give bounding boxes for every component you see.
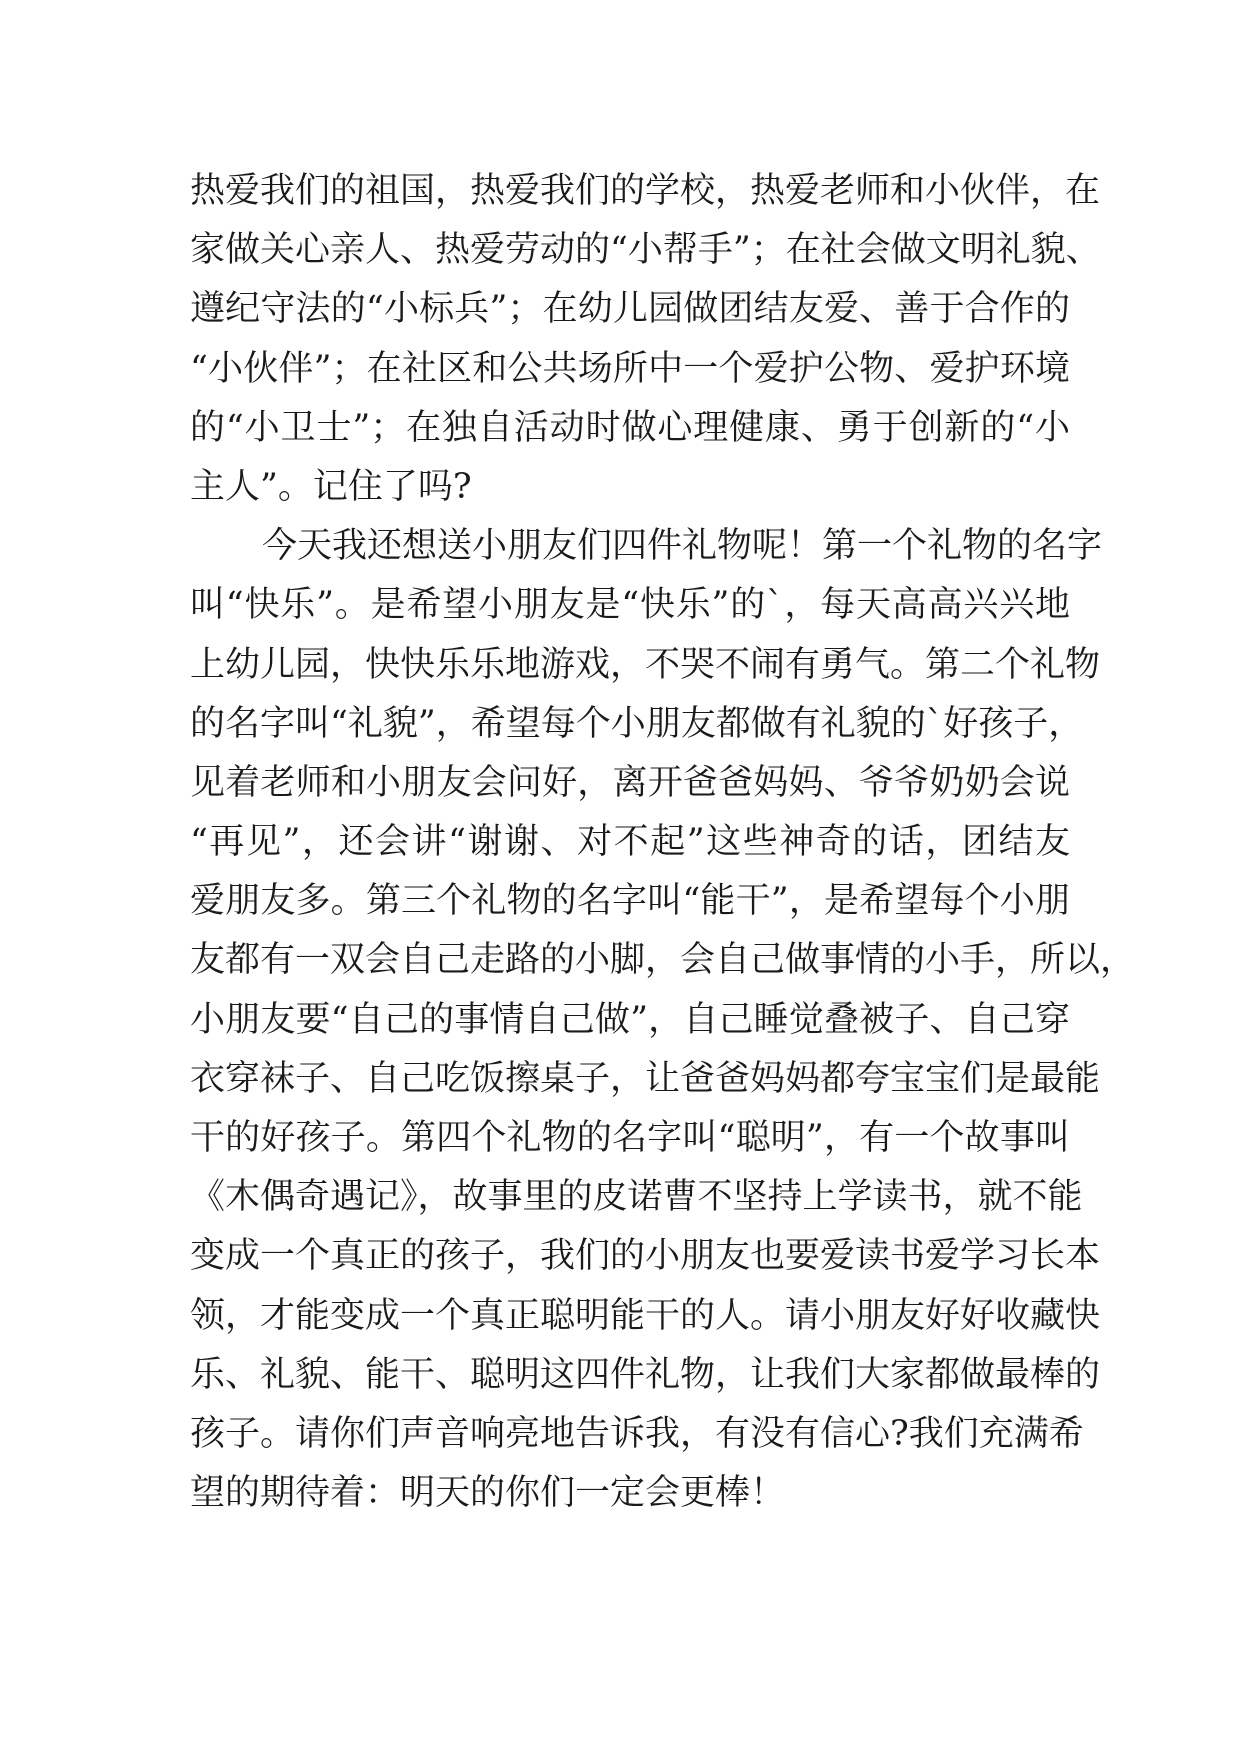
- text-line: 友都有一双会自己走路的小脚，会自己做事情的小手，所以，: [190, 940, 1136, 981]
- text-line: 望的期待着：明天的你们一定会更棒！: [190, 1473, 786, 1514]
- paragraph-2: [190, 517, 1136, 1523]
- text-line: 热爱我们的祖国，热爱我们的学校，热爱老师和小伙伴，在: [190, 171, 1101, 211]
- text-line: 见着老师和小朋友会问好，离开爸爸妈妈、爷爷奶奶会说: [190, 762, 1070, 803]
- text-line: 的“小卫士”；在独自活动时做心理健康、勇于创新的“小: [190, 407, 1070, 448]
- text-line: 家做关心亲人、热爱劳动的“小帮手”；在社会做文明礼貌、: [190, 230, 1101, 271]
- text-line: 今天我还想送小朋友们四件礼物呢！第一个礼物的名字: [262, 526, 1103, 567]
- text-line: 小朋友要“自己的事情自己做”，自己睡觉叠被子、自己穿: [190, 999, 1070, 1040]
- text-line: 孩子。请你们声音响亮地告诉我，有没有信心?我们充满希: [190, 1413, 1084, 1454]
- text-line: 《木偶奇遇记》，故事里的皮诺曹不坚持上学读书，就不能: [190, 1177, 1083, 1218]
- text-line: 爱朋友多。第三个礼物的名字叫“能干”，是希望每个小朋: [190, 881, 1070, 922]
- text-line: “小伙伴”；在社区和公共场所中一个爱护公物、爱护环境: [190, 348, 1070, 389]
- paragraph-1: [190, 162, 1101, 517]
- text-line: “再见”，还会讲“谢谢、对不起”这些神奇的话，团结友: [190, 822, 1070, 863]
- text-line: 变成一个真正的孩子，我们的小朋友也要爱读书爱学习长本: [190, 1236, 1101, 1277]
- text-line: 的名字叫“礼貌”，希望每个小朋友都做有礼貌的`好孩子，: [190, 703, 1084, 744]
- text-line: 主人”。记住了吗?: [190, 466, 472, 507]
- text-line: 叫“快乐”。是希望小朋友是“快乐”的`，每天高高兴兴地: [190, 585, 1070, 626]
- body-text: [190, 162, 1136, 1523]
- text-line: 上幼儿园，快快乐乐地游戏，不哭不闹有勇气。第二个礼物: [190, 644, 1101, 685]
- text-line: 领，才能变成一个真正聪明能干的人。请小朋友好好收藏快: [190, 1295, 1101, 1336]
- text-line: 乐、礼貌、能干、聪明这四件礼物，让我们大家都做最棒的: [190, 1354, 1101, 1395]
- text-line: 衣穿袜子、自己吃饭擦桌子，让爸爸妈妈都夸宝宝们是最能: [190, 1058, 1101, 1099]
- text-line: 干的好孩子。第四个礼物的名字叫“聪明”，有一个故事叫: [190, 1118, 1070, 1158]
- text-line: 遵纪守法的“小标兵”；在幼儿园做团结友爱、善于合作的: [190, 289, 1070, 330]
